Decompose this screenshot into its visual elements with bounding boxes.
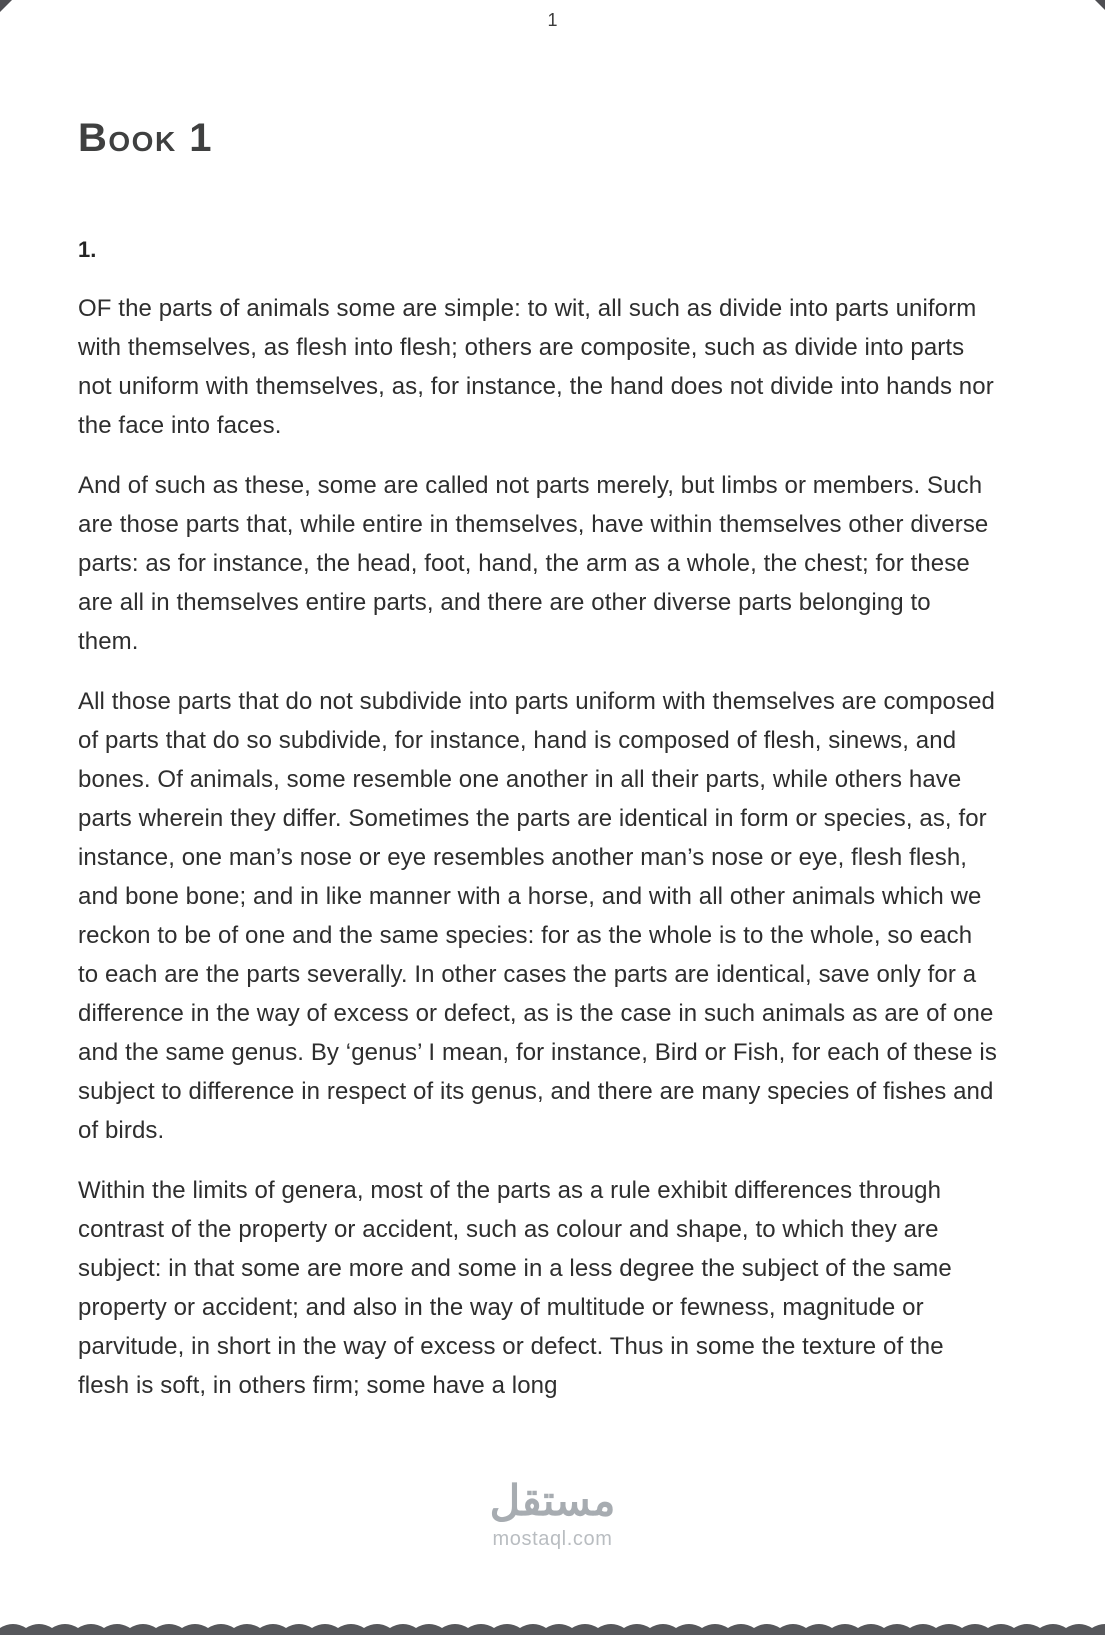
book-title: Book 1 <box>78 116 214 160</box>
page-number: 1 <box>547 10 558 30</box>
section-number: 1. <box>78 237 97 262</box>
paragraph-1: OF the parts of animals some are simple: to wit, all such as divide into parts uniform with themselves, as flesh into flesh; others are composite, such as divide into parts not uniform with themselves, as, for instance, the hand does not divide into hands nor the face into faces. <box>78 295 994 439</box>
scanned-page-edge-path <box>0 1624 1105 1635</box>
scanned-page-edge <box>0 1617 1105 1635</box>
body-text <box>78 289 997 1405</box>
paragraph-2: And of such as these, some are called not parts merely, but limbs or members. Such are those parts that, while entire in themselves, have within themselves other diverse parts: as for instance, the head, foot, hand, the arm as a whole, the chest; for these are all in themselves entire parts, and there are other diverse parts belonging to them. <box>78 472 989 655</box>
paragraph-3: All those parts that do not subdivide into parts uniform with themselves are composed of parts that do so subdivide, for instance, hand is composed of flesh, sinews, and bones. Of animals, some resemble one another in all their parts, while others have parts wherein they differ. Sometimes the parts are identical in form or species, as, for instance, one man’s nose or eye resembles another man’s nose or eye, flesh flesh, and bone bone; and in like manner with a horse, and with all other animals which we reckon to be of one and the same species: for as the whole is to the whole, so each to each are the parts severally. In other cases the parts are identical, save only for a difference in the way of excess or defect, as is the case in such animals as are of one and the same genus. By ‘genus’ I mean, for instance, Bird or Fish, for each of these is subject to difference in respect of its genus, and there are many species of fishes and of birds. <box>78 688 997 1144</box>
page-curl-top-left <box>0 0 12 12</box>
watermark-site-url: mostaql.com <box>492 1528 613 1551</box>
paragraph-4: Within the limits of genera, most of the parts as a rule exhibit differences through contrast of the property or accident, such as colour and shape, to which they are subject: in that some are more and some in a less degree the subject of the same property or accident; and also in the way of multitude or fewness, magnitude or parvitude, in short in the way of excess or defect. Thus in some the texture of the flesh is soft, in others firm; some have a long <box>78 1177 952 1399</box>
page-curl-top-right <box>1095 0 1105 10</box>
mostaql-logo: مستقل <box>489 1477 616 1524</box>
watermark <box>0 1478 1105 1551</box>
